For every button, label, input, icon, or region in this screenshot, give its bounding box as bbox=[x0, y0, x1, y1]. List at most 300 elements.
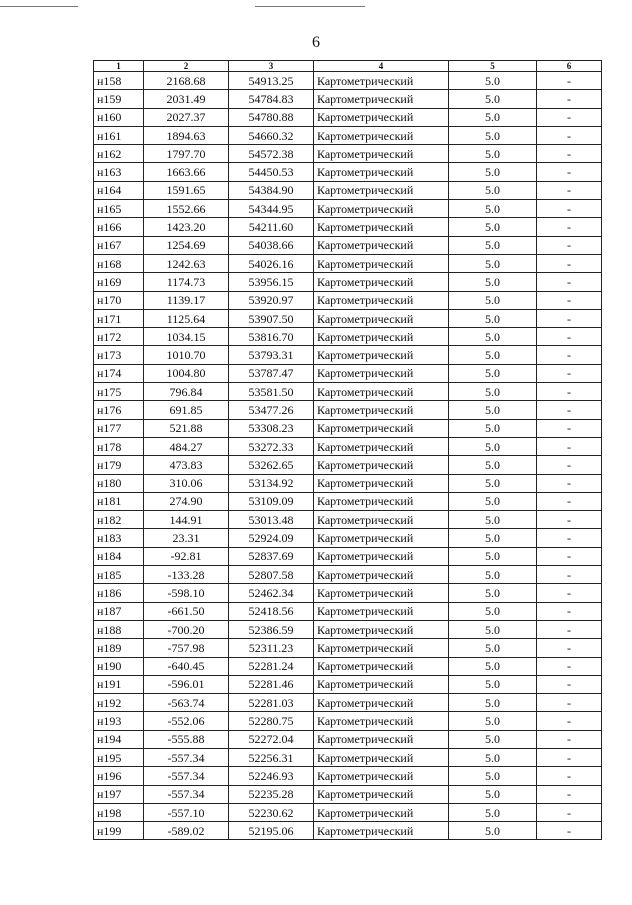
y-coordinate-cell: 52418.56 bbox=[229, 602, 314, 620]
x-coordinate-cell: 691.85 bbox=[144, 401, 229, 419]
x-coordinate-cell: -596.01 bbox=[144, 675, 229, 693]
method-cell: Картометрический bbox=[314, 822, 449, 840]
note-cell: - bbox=[537, 328, 602, 346]
accuracy-cell: 5.0 bbox=[449, 328, 537, 346]
accuracy-cell: 5.0 bbox=[449, 346, 537, 364]
x-coordinate-cell: 1423.20 bbox=[144, 218, 229, 236]
x-coordinate-cell: 274.90 bbox=[144, 492, 229, 510]
table-row bbox=[94, 803, 602, 821]
x-coordinate-cell: 1139.17 bbox=[144, 291, 229, 309]
method-cell: Картометрический bbox=[314, 145, 449, 163]
accuracy-cell: 5.0 bbox=[449, 529, 537, 547]
method-cell: Картометрический bbox=[314, 72, 449, 90]
accuracy-cell: 5.0 bbox=[449, 126, 537, 144]
y-coordinate-cell: 52195.06 bbox=[229, 822, 314, 840]
x-coordinate-cell: 1242.63 bbox=[144, 254, 229, 272]
point-id-cell: н159 bbox=[94, 90, 144, 108]
note-cell: - bbox=[537, 309, 602, 327]
y-coordinate-cell: 53581.50 bbox=[229, 383, 314, 401]
y-coordinate-cell: 52837.69 bbox=[229, 547, 314, 565]
point-id-cell: н196 bbox=[94, 767, 144, 785]
note-cell: - bbox=[537, 364, 602, 382]
method-cell: Картометрический bbox=[314, 383, 449, 401]
table-row bbox=[94, 108, 602, 126]
method-cell: Картометрический bbox=[314, 620, 449, 638]
method-cell: Картометрический bbox=[314, 254, 449, 272]
top-rule-center bbox=[255, 6, 365, 7]
method-cell: Картометрический bbox=[314, 291, 449, 309]
y-coordinate-cell: 53109.09 bbox=[229, 492, 314, 510]
x-coordinate-cell: 1010.70 bbox=[144, 346, 229, 364]
point-id-cell: н195 bbox=[94, 748, 144, 766]
table-row bbox=[94, 547, 602, 565]
x-coordinate-cell: 1894.63 bbox=[144, 126, 229, 144]
note-cell: - bbox=[537, 547, 602, 565]
point-id-cell: н172 bbox=[94, 328, 144, 346]
accuracy-cell: 5.0 bbox=[449, 712, 537, 730]
page-number: 6 bbox=[312, 34, 320, 51]
table-row bbox=[94, 456, 602, 474]
point-id-cell: н182 bbox=[94, 511, 144, 529]
y-coordinate-cell: 52807.58 bbox=[229, 566, 314, 584]
point-id-cell: н197 bbox=[94, 785, 144, 803]
point-id-cell: н158 bbox=[94, 72, 144, 90]
note-cell: - bbox=[537, 584, 602, 602]
table-row bbox=[94, 730, 602, 748]
point-id-cell: н190 bbox=[94, 657, 144, 675]
table-row bbox=[94, 767, 602, 785]
point-id-cell: н181 bbox=[94, 492, 144, 510]
column-header: 1 bbox=[94, 61, 144, 72]
accuracy-cell: 5.0 bbox=[449, 437, 537, 455]
note-cell: - bbox=[537, 181, 602, 199]
table-row bbox=[94, 822, 602, 840]
note-cell: - bbox=[537, 474, 602, 492]
coordinates-table bbox=[93, 60, 602, 840]
table-row bbox=[94, 328, 602, 346]
note-cell: - bbox=[537, 511, 602, 529]
y-coordinate-cell: 54660.32 bbox=[229, 126, 314, 144]
table-row bbox=[94, 364, 602, 382]
note-cell: - bbox=[537, 200, 602, 218]
accuracy-cell: 5.0 bbox=[449, 364, 537, 382]
note-cell: - bbox=[537, 529, 602, 547]
table-row bbox=[94, 383, 602, 401]
note-cell: - bbox=[537, 492, 602, 510]
y-coordinate-cell: 54780.88 bbox=[229, 108, 314, 126]
y-coordinate-cell: 52462.34 bbox=[229, 584, 314, 602]
point-id-cell: н193 bbox=[94, 712, 144, 730]
accuracy-cell: 5.0 bbox=[449, 620, 537, 638]
y-coordinate-cell: 52246.93 bbox=[229, 767, 314, 785]
accuracy-cell: 5.0 bbox=[449, 163, 537, 181]
method-cell: Картометрический bbox=[314, 602, 449, 620]
y-coordinate-cell: 53816.70 bbox=[229, 328, 314, 346]
table-header-row bbox=[94, 61, 602, 72]
accuracy-cell: 5.0 bbox=[449, 456, 537, 474]
y-coordinate-cell: 52281.24 bbox=[229, 657, 314, 675]
method-cell: Картометрический bbox=[314, 90, 449, 108]
point-id-cell: н164 bbox=[94, 181, 144, 199]
note-cell: - bbox=[537, 218, 602, 236]
note-cell: - bbox=[537, 566, 602, 584]
accuracy-cell: 5.0 bbox=[449, 218, 537, 236]
method-cell: Картометрический bbox=[314, 767, 449, 785]
y-coordinate-cell: 54038.66 bbox=[229, 236, 314, 254]
x-coordinate-cell: 1254.69 bbox=[144, 236, 229, 254]
y-coordinate-cell: 52386.59 bbox=[229, 620, 314, 638]
table-row bbox=[94, 657, 602, 675]
x-coordinate-cell: 1797.70 bbox=[144, 145, 229, 163]
x-coordinate-cell: -563.74 bbox=[144, 694, 229, 712]
note-cell: - bbox=[537, 437, 602, 455]
accuracy-cell: 5.0 bbox=[449, 273, 537, 291]
note-cell: - bbox=[537, 346, 602, 364]
note-cell: - bbox=[537, 254, 602, 272]
method-cell: Картометрический bbox=[314, 529, 449, 547]
y-coordinate-cell: 52281.46 bbox=[229, 675, 314, 693]
table-row bbox=[94, 748, 602, 766]
point-id-cell: н191 bbox=[94, 675, 144, 693]
method-cell: Картометрический bbox=[314, 218, 449, 236]
note-cell: - bbox=[537, 748, 602, 766]
table-row bbox=[94, 273, 602, 291]
point-id-cell: н179 bbox=[94, 456, 144, 474]
accuracy-cell: 5.0 bbox=[449, 474, 537, 492]
y-coordinate-cell: 54784.83 bbox=[229, 90, 314, 108]
note-cell: - bbox=[537, 456, 602, 474]
y-coordinate-cell: 52924.09 bbox=[229, 529, 314, 547]
note-cell: - bbox=[537, 767, 602, 785]
accuracy-cell: 5.0 bbox=[449, 602, 537, 620]
top-rule-left bbox=[0, 6, 78, 7]
point-id-cell: н168 bbox=[94, 254, 144, 272]
y-coordinate-cell: 53262.65 bbox=[229, 456, 314, 474]
y-coordinate-cell: 53477.26 bbox=[229, 401, 314, 419]
column-header: 2 bbox=[144, 61, 229, 72]
point-id-cell: н185 bbox=[94, 566, 144, 584]
note-cell: - bbox=[537, 72, 602, 90]
point-id-cell: н170 bbox=[94, 291, 144, 309]
accuracy-cell: 5.0 bbox=[449, 767, 537, 785]
accuracy-cell: 5.0 bbox=[449, 145, 537, 163]
note-cell: - bbox=[537, 236, 602, 254]
point-id-cell: н180 bbox=[94, 474, 144, 492]
x-coordinate-cell: -557.34 bbox=[144, 785, 229, 803]
table-row bbox=[94, 437, 602, 455]
note-cell: - bbox=[537, 657, 602, 675]
x-coordinate-cell: 2027.37 bbox=[144, 108, 229, 126]
x-coordinate-cell: 144.91 bbox=[144, 511, 229, 529]
point-id-cell: н161 bbox=[94, 126, 144, 144]
point-id-cell: н167 bbox=[94, 236, 144, 254]
method-cell: Картометрический bbox=[314, 328, 449, 346]
x-coordinate-cell: 1663.66 bbox=[144, 163, 229, 181]
point-id-cell: н198 bbox=[94, 803, 144, 821]
note-cell: - bbox=[537, 712, 602, 730]
method-cell: Картометрический bbox=[314, 236, 449, 254]
point-id-cell: н186 bbox=[94, 584, 144, 602]
x-coordinate-cell: 1174.73 bbox=[144, 273, 229, 291]
x-coordinate-cell: -557.34 bbox=[144, 748, 229, 766]
table-row bbox=[94, 401, 602, 419]
y-coordinate-cell: 53920.97 bbox=[229, 291, 314, 309]
y-coordinate-cell: 52281.03 bbox=[229, 694, 314, 712]
y-coordinate-cell: 53793.31 bbox=[229, 346, 314, 364]
table-body bbox=[94, 72, 602, 840]
table-row bbox=[94, 90, 602, 108]
x-coordinate-cell: 1034.15 bbox=[144, 328, 229, 346]
y-coordinate-cell: 52311.23 bbox=[229, 639, 314, 657]
x-coordinate-cell: 1591.65 bbox=[144, 181, 229, 199]
x-coordinate-cell: -757.98 bbox=[144, 639, 229, 657]
x-coordinate-cell: -700.20 bbox=[144, 620, 229, 638]
point-id-cell: н192 bbox=[94, 694, 144, 712]
method-cell: Картометрический bbox=[314, 492, 449, 510]
accuracy-cell: 5.0 bbox=[449, 492, 537, 510]
method-cell: Картометрический bbox=[314, 419, 449, 437]
method-cell: Картометрический bbox=[314, 584, 449, 602]
accuracy-cell: 5.0 bbox=[449, 803, 537, 821]
y-coordinate-cell: 53134.92 bbox=[229, 474, 314, 492]
point-id-cell: н188 bbox=[94, 620, 144, 638]
accuracy-cell: 5.0 bbox=[449, 566, 537, 584]
y-coordinate-cell: 53013.48 bbox=[229, 511, 314, 529]
accuracy-cell: 5.0 bbox=[449, 822, 537, 840]
accuracy-cell: 5.0 bbox=[449, 200, 537, 218]
table-row bbox=[94, 181, 602, 199]
point-id-cell: н177 bbox=[94, 419, 144, 437]
y-coordinate-cell: 54384.90 bbox=[229, 181, 314, 199]
y-coordinate-cell: 53272.33 bbox=[229, 437, 314, 455]
table-row bbox=[94, 309, 602, 327]
accuracy-cell: 5.0 bbox=[449, 419, 537, 437]
y-coordinate-cell: 54211.60 bbox=[229, 218, 314, 236]
method-cell: Картометрический bbox=[314, 748, 449, 766]
y-coordinate-cell: 54344.95 bbox=[229, 200, 314, 218]
method-cell: Картометрический bbox=[314, 675, 449, 693]
point-id-cell: н194 bbox=[94, 730, 144, 748]
note-cell: - bbox=[537, 291, 602, 309]
y-coordinate-cell: 53308.23 bbox=[229, 419, 314, 437]
note-cell: - bbox=[537, 126, 602, 144]
point-id-cell: н184 bbox=[94, 547, 144, 565]
y-coordinate-cell: 52280.75 bbox=[229, 712, 314, 730]
method-cell: Картометрический bbox=[314, 730, 449, 748]
x-coordinate-cell: 2168.68 bbox=[144, 72, 229, 90]
point-id-cell: н162 bbox=[94, 145, 144, 163]
column-header: 4 bbox=[314, 61, 449, 72]
method-cell: Картометрический bbox=[314, 163, 449, 181]
accuracy-cell: 5.0 bbox=[449, 108, 537, 126]
y-coordinate-cell: 54450.53 bbox=[229, 163, 314, 181]
table-row bbox=[94, 694, 602, 712]
note-cell: - bbox=[537, 730, 602, 748]
method-cell: Картометрический bbox=[314, 273, 449, 291]
y-coordinate-cell: 52256.31 bbox=[229, 748, 314, 766]
accuracy-cell: 5.0 bbox=[449, 694, 537, 712]
table-row bbox=[94, 72, 602, 90]
method-cell: Картометрический bbox=[314, 694, 449, 712]
y-coordinate-cell: 52230.62 bbox=[229, 803, 314, 821]
point-id-cell: н160 bbox=[94, 108, 144, 126]
table-row bbox=[94, 474, 602, 492]
note-cell: - bbox=[537, 822, 602, 840]
table-row bbox=[94, 602, 602, 620]
accuracy-cell: 5.0 bbox=[449, 181, 537, 199]
note-cell: - bbox=[537, 383, 602, 401]
point-id-cell: н176 bbox=[94, 401, 144, 419]
x-coordinate-cell: 310.06 bbox=[144, 474, 229, 492]
x-coordinate-cell: 521.88 bbox=[144, 419, 229, 437]
note-cell: - bbox=[537, 108, 602, 126]
point-id-cell: н175 bbox=[94, 383, 144, 401]
note-cell: - bbox=[537, 145, 602, 163]
accuracy-cell: 5.0 bbox=[449, 236, 537, 254]
x-coordinate-cell: 23.31 bbox=[144, 529, 229, 547]
method-cell: Картометрический bbox=[314, 309, 449, 327]
y-coordinate-cell: 53907.50 bbox=[229, 309, 314, 327]
x-coordinate-cell: -557.34 bbox=[144, 767, 229, 785]
accuracy-cell: 5.0 bbox=[449, 401, 537, 419]
note-cell: - bbox=[537, 620, 602, 638]
x-coordinate-cell: 1552.66 bbox=[144, 200, 229, 218]
column-header: 6 bbox=[537, 61, 602, 72]
accuracy-cell: 5.0 bbox=[449, 675, 537, 693]
table-row bbox=[94, 126, 602, 144]
note-cell: - bbox=[537, 602, 602, 620]
table-row bbox=[94, 620, 602, 638]
accuracy-cell: 5.0 bbox=[449, 584, 537, 602]
method-cell: Картометрический bbox=[314, 346, 449, 364]
note-cell: - bbox=[537, 401, 602, 419]
method-cell: Картометрический bbox=[314, 126, 449, 144]
table-row bbox=[94, 584, 602, 602]
x-coordinate-cell: 1125.64 bbox=[144, 309, 229, 327]
table-row bbox=[94, 712, 602, 730]
table-row bbox=[94, 145, 602, 163]
column-header: 3 bbox=[229, 61, 314, 72]
note-cell: - bbox=[537, 419, 602, 437]
table-row bbox=[94, 236, 602, 254]
y-coordinate-cell: 52272.04 bbox=[229, 730, 314, 748]
table-row bbox=[94, 675, 602, 693]
method-cell: Картометрический bbox=[314, 657, 449, 675]
method-cell: Картометрический bbox=[314, 108, 449, 126]
note-cell: - bbox=[537, 639, 602, 657]
column-header: 5 bbox=[449, 61, 537, 72]
point-id-cell: н166 bbox=[94, 218, 144, 236]
table-row bbox=[94, 639, 602, 657]
accuracy-cell: 5.0 bbox=[449, 511, 537, 529]
note-cell: - bbox=[537, 90, 602, 108]
method-cell: Картометрический bbox=[314, 437, 449, 455]
accuracy-cell: 5.0 bbox=[449, 254, 537, 272]
accuracy-cell: 5.0 bbox=[449, 90, 537, 108]
point-id-cell: н199 bbox=[94, 822, 144, 840]
table-row bbox=[94, 511, 602, 529]
x-coordinate-cell: -661.50 bbox=[144, 602, 229, 620]
x-coordinate-cell: 796.84 bbox=[144, 383, 229, 401]
point-id-cell: н165 bbox=[94, 200, 144, 218]
accuracy-cell: 5.0 bbox=[449, 547, 537, 565]
table-row bbox=[94, 163, 602, 181]
note-cell: - bbox=[537, 675, 602, 693]
table-row bbox=[94, 200, 602, 218]
table-row bbox=[94, 492, 602, 510]
method-cell: Картометрический bbox=[314, 639, 449, 657]
x-coordinate-cell: -92.81 bbox=[144, 547, 229, 565]
point-id-cell: н187 bbox=[94, 602, 144, 620]
method-cell: Картометрический bbox=[314, 401, 449, 419]
x-coordinate-cell: -133.28 bbox=[144, 566, 229, 584]
accuracy-cell: 5.0 bbox=[449, 657, 537, 675]
method-cell: Картометрический bbox=[314, 785, 449, 803]
method-cell: Картометрический bbox=[314, 566, 449, 584]
x-coordinate-cell: 2031.49 bbox=[144, 90, 229, 108]
point-id-cell: н169 bbox=[94, 273, 144, 291]
table-row bbox=[94, 566, 602, 584]
table-row bbox=[94, 346, 602, 364]
method-cell: Картометрический bbox=[314, 456, 449, 474]
y-coordinate-cell: 53956.15 bbox=[229, 273, 314, 291]
y-coordinate-cell: 54913.25 bbox=[229, 72, 314, 90]
table-row bbox=[94, 291, 602, 309]
x-coordinate-cell: -598.10 bbox=[144, 584, 229, 602]
y-coordinate-cell: 53787.47 bbox=[229, 364, 314, 382]
x-coordinate-cell: 484.27 bbox=[144, 437, 229, 455]
x-coordinate-cell: 1004.80 bbox=[144, 364, 229, 382]
point-id-cell: н178 bbox=[94, 437, 144, 455]
method-cell: Картометрический bbox=[314, 511, 449, 529]
accuracy-cell: 5.0 bbox=[449, 748, 537, 766]
table-row bbox=[94, 254, 602, 272]
point-id-cell: н174 bbox=[94, 364, 144, 382]
accuracy-cell: 5.0 bbox=[449, 383, 537, 401]
y-coordinate-cell: 54572.38 bbox=[229, 145, 314, 163]
accuracy-cell: 5.0 bbox=[449, 639, 537, 657]
point-id-cell: н163 bbox=[94, 163, 144, 181]
x-coordinate-cell: -555.88 bbox=[144, 730, 229, 748]
accuracy-cell: 5.0 bbox=[449, 785, 537, 803]
accuracy-cell: 5.0 bbox=[449, 309, 537, 327]
method-cell: Картометрический bbox=[314, 200, 449, 218]
note-cell: - bbox=[537, 694, 602, 712]
x-coordinate-cell: -640.45 bbox=[144, 657, 229, 675]
accuracy-cell: 5.0 bbox=[449, 291, 537, 309]
table-row bbox=[94, 419, 602, 437]
method-cell: Картометрический bbox=[314, 803, 449, 821]
method-cell: Картометрический bbox=[314, 547, 449, 565]
x-coordinate-cell: -589.02 bbox=[144, 822, 229, 840]
note-cell: - bbox=[537, 803, 602, 821]
table-row bbox=[94, 529, 602, 547]
method-cell: Картометрический bbox=[314, 181, 449, 199]
accuracy-cell: 5.0 bbox=[449, 72, 537, 90]
y-coordinate-cell: 52235.28 bbox=[229, 785, 314, 803]
method-cell: Картометрический bbox=[314, 364, 449, 382]
accuracy-cell: 5.0 bbox=[449, 730, 537, 748]
note-cell: - bbox=[537, 785, 602, 803]
table-row bbox=[94, 218, 602, 236]
note-cell: - bbox=[537, 273, 602, 291]
note-cell: - bbox=[537, 163, 602, 181]
x-coordinate-cell: -557.10 bbox=[144, 803, 229, 821]
x-coordinate-cell: 473.83 bbox=[144, 456, 229, 474]
x-coordinate-cell: -552.06 bbox=[144, 712, 229, 730]
point-id-cell: н189 bbox=[94, 639, 144, 657]
point-id-cell: н173 bbox=[94, 346, 144, 364]
